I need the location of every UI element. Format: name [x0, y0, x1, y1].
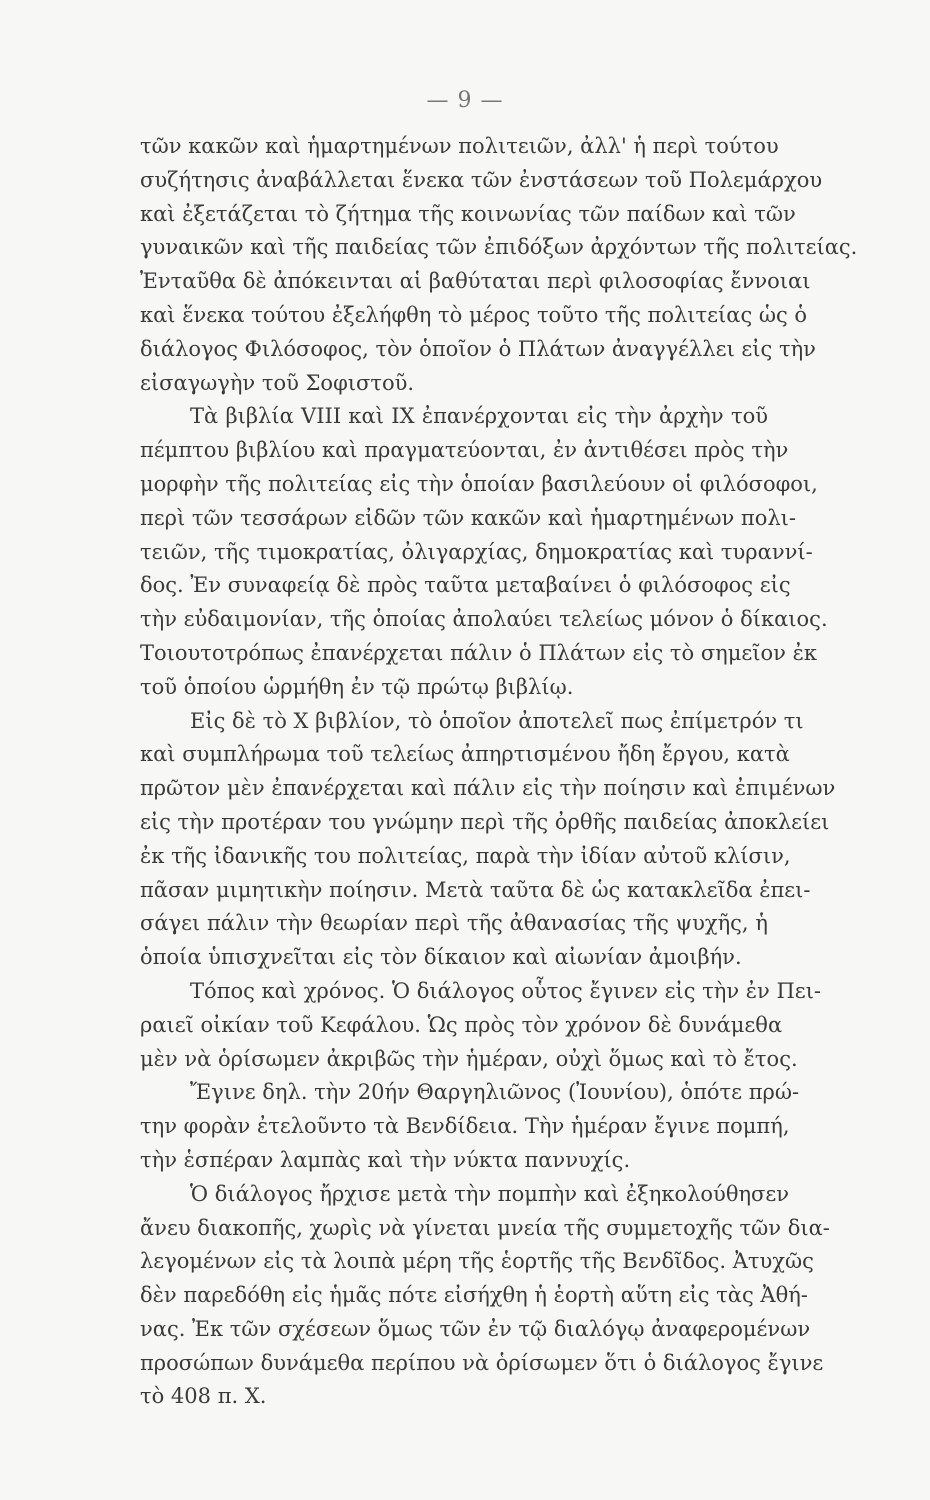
text-line: τειῶν, τῆς τιμοκρατίας, ὀλιγαρχίας, δημοκρατίας καὶ τυραννί-: [140, 539, 813, 564]
text-line: πέμπτου βιβλίου καὶ πραγματεύονται, ἐν ἀντιθέσει πρὸς τὴν: [140, 438, 789, 463]
page-number: — 9 —: [426, 88, 504, 113]
text-line: την φορὰν ἐτελοῦντο τὰ Βενδίδεια. Τὴν ἡμέραν ἔγινε πομπή,: [140, 1114, 790, 1139]
text-line: δος. Ἐν συναφείᾳ δὲ πρὸς ταῦτα μεταβαίνει ὁ φιλόσοφος εἰς: [140, 573, 791, 598]
text-line: μὲν νὰ ὁρίσωμεν ἀκριβῶς τὴν ἡμέραν, οὐχὶ ὅμως καὶ τὸ ἔτος.: [140, 1046, 798, 1071]
text-line: Εἰς δὲ τὸ X βιβλίον, τὸ ὁποῖον ἀποτελεῖ πως ἐπίμετρόν τι: [190, 708, 804, 733]
text-line: γυναικῶν καὶ τῆς παιδείας τῶν ἐπιδόξων ἀρχόντων τῆς πολιτείας.: [140, 235, 858, 260]
text-line: τὸ 408 π. Χ.: [140, 1384, 267, 1409]
body-text: [140, 130, 858, 1414]
text-line: τῶν κακῶν καὶ ἡμαρτημένων πολιτειῶν, ἀλλ' ἡ περὶ τούτου: [140, 134, 779, 158]
text-line: καὶ ἕνεκα τούτου ἐξελήφθη τὸ μέρος τοῦτο τῆς πολιτείας ὡς ὁ: [140, 302, 808, 327]
text-line: συζήτησις ἀναβάλλεται ἕνεκα τῶν ἐνστάσεων τοῦ Πολεμάρχου: [140, 167, 823, 192]
text-line: εἰς τὴν προτέραν του γνώμην περὶ τῆς ὀρθῆς παιδείας ἀποκλείει: [140, 809, 830, 834]
text-line: ὁποία ὑπισχνεῖται εἰς τὸν δίκαιον καὶ αἰωνίαν ἀμοιβήν.: [140, 945, 742, 970]
text-line: εἰσαγωγὴν τοῦ Σοφιστοῦ.: [140, 370, 415, 395]
text-line: δὲν παρεδόθη εἰς ἡμᾶς πότε εἰσήχθη ἡ ἑορτὴ αὕτη εἰς τὰς Ἀθή-: [140, 1283, 808, 1308]
text-line: Τόπος καὶ χρόνος. Ὁ διάλογος οὗτος ἔγινεν εἰς τὴν ἐν Πει-: [190, 978, 822, 1003]
text-line: πρῶτον μὲν ἐπανέρχεται καὶ πάλιν εἰς τὴν ποίησιν καὶ ἐπιμένων: [140, 776, 836, 801]
text-line: ἄνευ διακοπῆς, χωρὶς νὰ γίνεται μνεία τῆς συμμετοχῆς τῶν δια-: [140, 1215, 830, 1240]
text-line: καὶ ἐξετάζεται τὸ ζήτημα τῆς κοινωνίας τῶν παίδων καὶ τῶν: [140, 201, 796, 226]
text-line: λεγομένων εἰς τὰ λοιπὰ μέρη τῆς ἑορτῆς τῆς Βενδῖδος. Ἀτυχῶς: [140, 1249, 814, 1274]
text-line: Ὁ διάλογος ἤρχισε μετὰ τὴν πομπὴν καὶ ἐξηκολούθησεν: [190, 1181, 790, 1206]
text-line: προσώπων δυνάμεθα περίπου νὰ ὁρίσωμεν ὅτι ὁ διάλογος ἔγινε: [140, 1350, 824, 1375]
text-line: Τοιουτοτρόπως ἐπανέρχεται πάλιν ὁ Πλάτων εἰς τὸ σημεῖον ἐκ: [140, 640, 817, 665]
text-line: μορφὴν τῆς πολιτείας εἰς τὴν ὁποίαν βασιλεύουν οἱ φιλόσοφοι,: [140, 471, 818, 496]
text-line: διάλογος Φιλόσοφος, τὸν ὁποῖον ὁ Πλάτων ἀναγγέλλει εἰς τὴν: [140, 336, 816, 361]
text-line: Τὰ βιβλία VIII καὶ IX ἐπανέρχονται εἰς τὴν ἀρχὴν τοῦ: [190, 404, 768, 429]
text-line: σάγει πάλιν τὴν θεωρίαν περὶ τῆς ἀθανασίας τῆς ψυχῆς, ἡ: [140, 911, 768, 936]
text-line: ραιεῖ οἰκίαν τοῦ Κεφάλου. Ὡς πρὸς τὸν χρόνον δὲ δυνάμεθα: [140, 1012, 783, 1037]
text-line: πᾶσαν μιμητικὴν ποίησιν. Μετὰ ταῦτα δὲ ὡς κατακλεῖδα ἐπει-: [140, 877, 811, 902]
text-line: περὶ τῶν τεσσάρων εἰδῶν τῶν κακῶν καὶ ἡμαρτημένων πολι-: [140, 505, 796, 530]
text-line: νας. Ἐκ τῶν σχέσεων ὅμως τῶν ἐν τῷ διαλόγῳ ἀναφερομένων: [140, 1316, 811, 1341]
text-line: τὴν εὐδαιμονίαν, τῆς ὁποίας ἀπολαύει τελείως μόνον ὁ δίκαιος.: [140, 607, 828, 632]
text-line: ἐκ τῆς ἰδανικῆς του πολιτείας, παρὰ τὴν ἰδίαν αὐτοῦ κλίσιν,: [140, 843, 791, 868]
text-line: τὴν ἑσπέραν λαμπὰς καὶ τὴν νύκτα παννυχίς.: [140, 1147, 631, 1172]
text-line: τοῦ ὁποίου ὡρμήθη ἐν τῷ πρώτῳ βιβλίῳ.: [140, 674, 574, 699]
text-line: καὶ συμπλήρωμα τοῦ τελείως ἀπηρτισμένου ἤδη ἔργου, κατὰ: [140, 742, 790, 767]
text-line: Ἐνταῦθα δὲ ἀπόκεινται αἱ βαθύταται περὶ φιλοσοφίας ἔννοιαι: [140, 269, 811, 294]
text-line: Ἔγινε δηλ. τὴν 20ήν Θαργηλιῶνος (Ἰουνίου), ὁπότε πρώ-: [190, 1080, 800, 1105]
